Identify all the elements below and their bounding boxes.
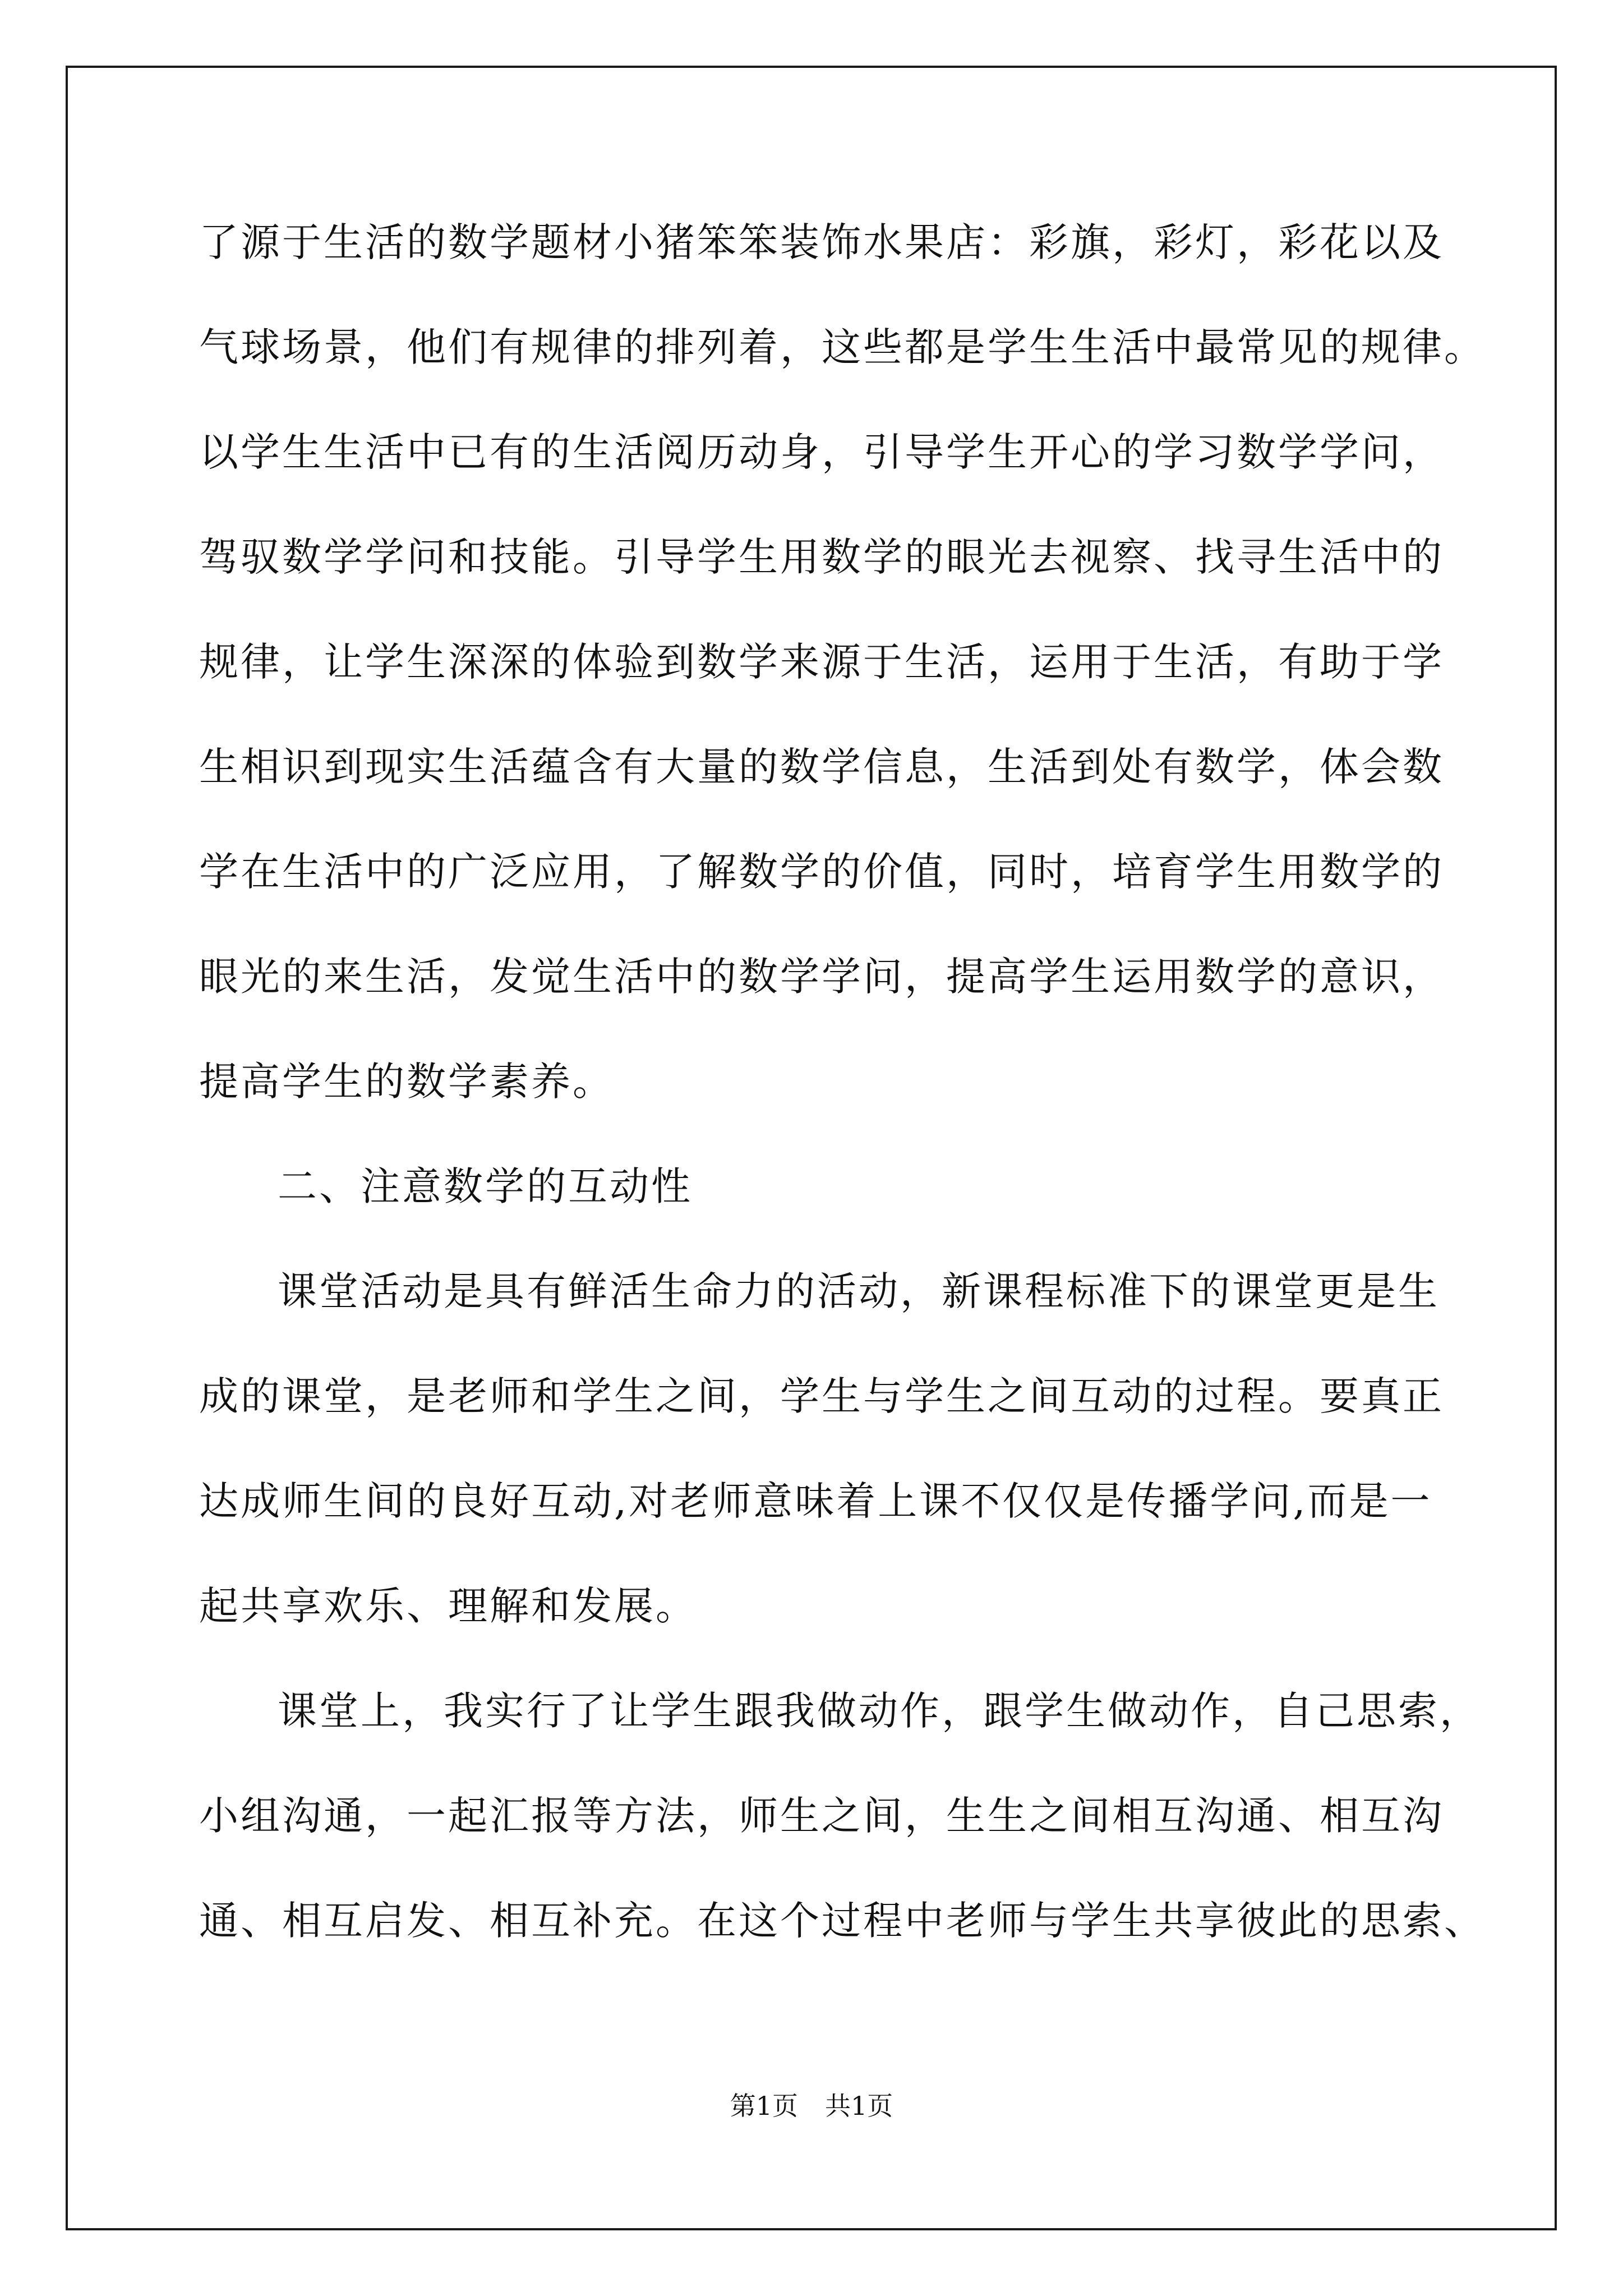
section-heading: 二、注意数学的互动性 — [278, 1163, 693, 1209]
text-line-13: 达成师生间的良好互动,对老师意味着上课不仅仅是传播学问,而是一 — [199, 1478, 1432, 1524]
page-number-total: 共1页 — [825, 2091, 893, 2121]
text-line-14: 起共享欢乐、理解和发展。 — [199, 1583, 697, 1629]
text-line-2: 气球场景，他们有规律的排列着，这些都是学生生活中最常见的规律。 — [199, 324, 1486, 370]
text-line-12: 成的课堂，是老师和学生之间，学生与学生之间互动的过程。要真正 — [199, 1373, 1444, 1419]
text-line-15: 课堂上，我实行了让学生跟我做动作，跟学生做动作，自己思索， — [278, 1688, 1481, 1734]
text-line-1: 了源于生活的数学题材小猪笨笨装饰水果店：彩旗，彩灯，彩花以及 — [199, 219, 1444, 265]
text-line-17: 通、相互启发、相互补充。在这个过程中老师与学生共享彼此的思索、 — [199, 1898, 1486, 1944]
text-line-3: 以学生生活中已有的生活阅历动身，引导学生开心的学习数学学问， — [199, 429, 1444, 475]
text-line-9: 提高学生的数学素养。 — [199, 1059, 614, 1105]
document-body — [199, 211, 1486, 1995]
text-line-6: 生相识到现实生活蕴含有大量的数学信息，生活到处有数学，体会数 — [199, 744, 1444, 790]
page-footer — [0, 2086, 1623, 2123]
text-line-5: 规律，让学生深深的体验到数学来源于生活，运用于生活，有助于学 — [199, 639, 1444, 685]
text-line-11: 课堂活动是具有鲜活生命力的活动，新课程标准下的课堂更是生 — [278, 1268, 1440, 1314]
text-line-16: 小组沟通，一起汇报等方法，师生之间，生生之间相互沟通、相互沟 — [199, 1793, 1444, 1839]
text-line-8: 眼光的来生活，发觉生活中的数学学问，提高学生运用数学的意识， — [199, 954, 1444, 1000]
text-line-7: 学在生活中的广泛应用，了解数学的价值，同时，培育学生用数学的 — [199, 849, 1444, 895]
text-line-4: 驾驭数学学问和技能。引导学生用数学的眼光去视察、找寻生活中的 — [199, 534, 1444, 580]
page-number-current: 第1页 — [730, 2091, 798, 2121]
